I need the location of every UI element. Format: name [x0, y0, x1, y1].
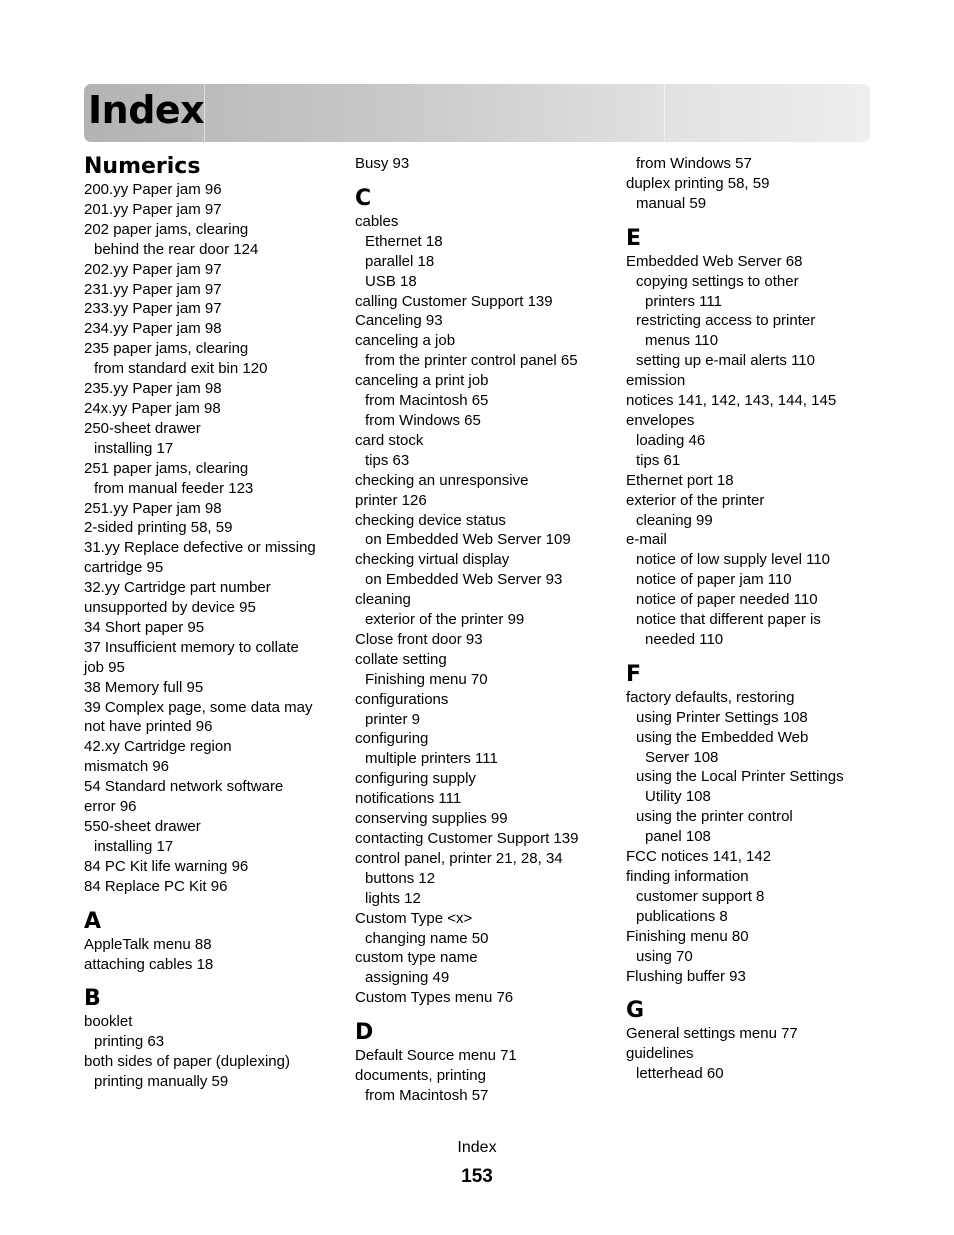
index-subentry: from standard exit bin 120 [94, 360, 268, 378]
index-entry: Canceling 93 [355, 312, 443, 330]
index-entry: Busy 93 [355, 155, 410, 172]
index-entry: canceling a print job [355, 372, 489, 390]
index-column-1 [84, 154, 334, 1092]
index-entry: 54 Standard network software [84, 778, 284, 796]
index-entry: 231.yy Paper jam 97 [84, 280, 222, 298]
index-subentry: Server 108 [645, 748, 719, 766]
index-subentry: restricting access to printer [636, 312, 816, 330]
index-subentry: multiple printers 111 [365, 750, 498, 768]
index-entry: cables [355, 212, 399, 230]
index-entry: 34 Short paper 95 [84, 618, 205, 636]
index-subentry: from Macintosh 57 [365, 1086, 489, 1104]
index-entry: envelopes [626, 411, 695, 429]
index-entry: mismatch 96 [84, 758, 170, 776]
index-subentry: loading 46 [636, 431, 706, 449]
section-heading: E [626, 225, 642, 251]
title-banner [84, 84, 870, 142]
section-heading: B [84, 986, 101, 1012]
index-entry: 251.yy Paper jam 98 [84, 499, 222, 517]
index-entry: checking an unresponsive [355, 471, 529, 489]
index-entry: General settings menu 77 [626, 1025, 798, 1043]
index-entry: emission [626, 372, 686, 390]
index-entry: 202.yy Paper jam 97 [84, 260, 222, 278]
index-subentry: notice of paper jam 110 [636, 571, 792, 589]
index-subentry: tips 61 [636, 451, 681, 469]
index-entry: configuring supply [355, 770, 476, 788]
index-subentry: printers 111 [645, 292, 722, 310]
index-subentry: installing 17 [94, 837, 174, 855]
index-entry: 38 Memory full 95 [84, 678, 204, 696]
index-subentry: printing manually 59 [94, 1073, 229, 1091]
index-subentry: using 70 [636, 947, 693, 965]
index-entry: Ethernet port 18 [626, 471, 734, 489]
index-subentry: tips 63 [365, 451, 410, 469]
index-entry: 31.yy Replace defective or missing [84, 539, 316, 557]
index-subentry: lights 12 [365, 889, 421, 907]
index-entry: configurations [355, 690, 449, 708]
section-heading: C [355, 185, 372, 211]
index-subentry: from manual feeder 123 [94, 479, 254, 497]
index-subentry: behind the rear door 124 [94, 240, 259, 258]
page-number: 153 [461, 1166, 493, 1187]
index-entry: 32.yy Cartridge part number [84, 579, 271, 597]
index-subentry: setting up e-mail alerts 110 [636, 352, 815, 370]
index-subentry: customer support 8 [636, 887, 765, 905]
index-entry: 202 paper jams, clearing [84, 220, 249, 238]
index-subentry: menus 110 [645, 332, 719, 350]
index-entry: Default Source menu 71 [355, 1047, 517, 1065]
index-entry: documents, printing [355, 1067, 486, 1085]
section-heading: D [355, 1020, 374, 1046]
index-entry: 84 Replace PC Kit 96 [84, 877, 228, 895]
index-entry: 84 PC Kit life warning 96 [84, 857, 249, 875]
index-subentry: using Printer Settings 108 [636, 708, 808, 726]
index-entry: configuring [355, 730, 429, 748]
index-subentry: changing name 50 [365, 929, 489, 947]
index-subentry: using the Local Printer Settings [636, 768, 844, 786]
index-subentry: copying settings to other [636, 272, 799, 290]
index-subentry: Finishing menu 70 [365, 670, 488, 688]
index-subentry: printer 9 [365, 710, 421, 728]
index-entry: job 95 [84, 658, 125, 676]
index-subentry: assigning 49 [365, 969, 450, 987]
index-subentry: Utility 108 [645, 788, 711, 806]
index-subentry: on Embedded Web Server 109 [365, 531, 571, 549]
index-entry: 233.yy Paper jam 97 [84, 300, 222, 318]
index-subentry: USB 18 [365, 272, 417, 290]
index-subentry: from the printer control panel 65 [365, 352, 578, 370]
index-subentry: needed 110 [645, 630, 724, 648]
footer-label: Index [457, 1139, 497, 1156]
index-subentry: notice of paper needed 110 [636, 591, 818, 609]
index-entry: contacting Customer Support 139 [355, 830, 579, 847]
index-subentry: from Macintosh 65 [365, 392, 489, 410]
index-entry: 550-sheet drawer [84, 818, 201, 835]
index-entry: 37 Insufficient memory to collate [84, 638, 299, 656]
index-subentry: exterior of the printer 99 [365, 611, 525, 629]
index-entry: printer 126 [355, 491, 427, 509]
index-subentry: cleaning 99 [636, 511, 713, 529]
index-entry: Finishing menu 80 [626, 927, 749, 945]
index-entry: factory defaults, restoring [626, 688, 795, 706]
index-entry: 42.xy Cartridge region [84, 738, 232, 756]
index-entry: unsupported by device 95 [84, 599, 256, 617]
index-entry: custom type name [355, 949, 478, 967]
index-entry: 235 paper jams, clearing [84, 340, 249, 358]
index-entry: guidelines [626, 1045, 694, 1063]
index-entry: 39 Complex page, some data may [84, 698, 313, 716]
index-entry: notifications 111 [355, 790, 462, 808]
index-column-2 [355, 154, 605, 1106]
index-entry: cleaning [355, 591, 411, 609]
index-entry: 251 paper jams, clearing [84, 459, 249, 477]
index-entry: Embedded Web Server 68 [626, 252, 803, 270]
index-entry: 234.yy Paper jam 98 [84, 320, 222, 338]
index-entry: 235.yy Paper jam 98 [84, 380, 222, 398]
index-entry: 200.yy Paper jam 96 [84, 181, 222, 198]
index-entry: FCC notices 141, 142 [626, 848, 772, 866]
index-entry: control panel, printer 21, 28, 34 [355, 849, 563, 867]
index-entry: checking device status [355, 511, 506, 529]
index-entry: AppleTalk menu 88 [84, 935, 212, 953]
index-entry: 2-sided printing 58, 59 [84, 519, 233, 537]
index-entry: Custom Type <x> [355, 909, 473, 927]
index-entry: checking virtual display [355, 551, 510, 569]
section-heading: Numerics [84, 154, 201, 179]
index-entry: canceling a job [355, 332, 456, 350]
index-entry: collate setting [355, 650, 447, 668]
index-entry: e-mail [626, 531, 667, 549]
index-entry: 201.yy Paper jam 97 [84, 200, 222, 218]
index-entry: Flushing buffer 93 [626, 967, 746, 985]
index-entry: duplex printing 58, 59 [626, 174, 770, 192]
section-heading: F [626, 661, 642, 687]
index-subentry: using the Embedded Web [636, 728, 809, 746]
index-entry: 250-sheet drawer [84, 419, 201, 437]
index-entry: not have printed 96 [84, 718, 213, 736]
index-entry: Close front door 93 [355, 630, 483, 648]
index-subentry: notice that different paper is [636, 611, 821, 629]
index-entry: conserving supplies 99 [355, 810, 508, 828]
index-subentry: installing 17 [94, 439, 174, 457]
index-entry: notices 141, 142, 143, 144, 145 [626, 392, 837, 410]
index-entry: 24x.yy Paper jam 98 [84, 399, 221, 417]
index-subentry: letterhead 60 [636, 1065, 724, 1083]
index-entry: exterior of the printer [626, 491, 765, 509]
section-heading: A [84, 908, 102, 934]
index-subentry: publications 8 [636, 907, 728, 925]
index-entry: booklet [84, 1013, 133, 1031]
index-entry: attaching cables 18 [84, 955, 214, 973]
index-entry: both sides of paper (duplexing) [84, 1053, 290, 1071]
index-subentry: manual 59 [636, 194, 707, 212]
index-entry: card stock [355, 431, 424, 449]
index-entry: calling Customer Support 139 [355, 292, 553, 310]
section-heading: G [626, 998, 645, 1024]
index-entry: cartridge 95 [84, 559, 164, 577]
index-subentry: using the printer control [636, 808, 793, 826]
index-subentry: from Windows 57 [636, 155, 752, 172]
index-subentry: buttons 12 [365, 869, 436, 887]
page-title: Index [88, 88, 205, 132]
index-entry: finding information [626, 868, 749, 885]
index-subentry: on Embedded Web Server 93 [365, 571, 563, 589]
index-entry: error 96 [84, 798, 137, 816]
index-subentry: from Windows 65 [365, 411, 481, 429]
index-subentry: Ethernet 18 [365, 232, 443, 250]
index-column-3 [626, 154, 876, 1084]
index-subentry: panel 108 [645, 828, 711, 846]
index-subentry: printing 63 [94, 1033, 165, 1051]
index-subentry: parallel 18 [365, 252, 435, 270]
index-subentry: notice of low supply level 110 [636, 551, 831, 569]
index-entry: Custom Types menu 76 [355, 989, 514, 1007]
